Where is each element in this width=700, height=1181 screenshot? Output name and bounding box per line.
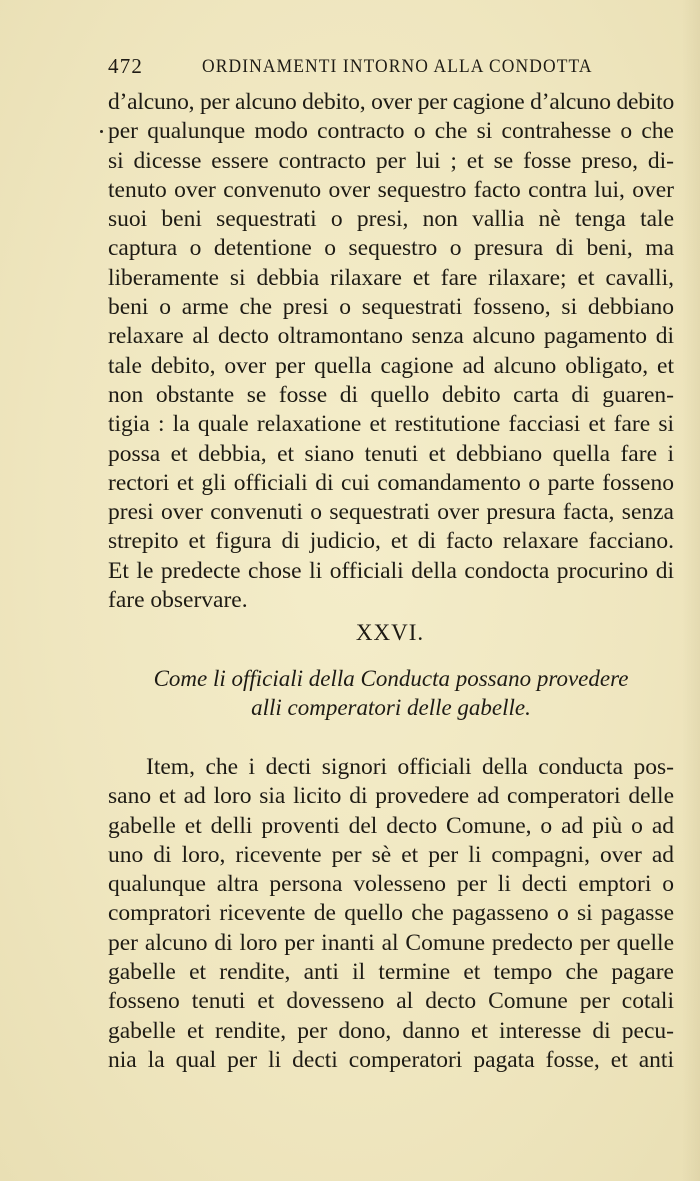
text-line: fare observare. (108, 587, 248, 614)
page-number: 472 (108, 54, 144, 78)
text-line: tale debito, over per quella cagione ad alcuno obligato, et (108, 352, 674, 379)
text-line: qualunque altra persona volesseno per li decti emptori o (108, 871, 674, 898)
text-line: captura o detentione o sequestro o presura di beni, ma (108, 235, 674, 262)
section-heading-line: Come li officiali della Conducta possano provedere (153, 666, 629, 691)
text-line: Et le predecte chose li officiali della condocta procurino di (108, 557, 674, 584)
text-line: gabelle et rendite, per dono, danno et interesse di pecu- (108, 1017, 674, 1044)
section-heading (108, 664, 674, 722)
text-line: tenuto over convenuto over sequestro facto contra lui, over (108, 176, 674, 203)
text-line: rectori et gli officiali di cui comandamento o parte fosseno (108, 469, 674, 496)
paragraph-2 (108, 753, 674, 1075)
paragraph-1 (108, 88, 674, 615)
text-line: suoi beni sequestrati o presi, non vallia nè tenga tale (108, 206, 674, 233)
text-line: per qualunque modo contracto o che si contrahesse o che (108, 118, 674, 145)
text-line: presi over convenuti o sequestrati over presura facta, senza (108, 499, 674, 526)
page-edge-shadow (682, 0, 700, 1181)
text-line: d’alcuno, per alcuno debito, over per cagione d’alcuno debito (108, 89, 674, 115)
text-line: tigia : la quale relaxatione et restitutione facciasi et fare si (108, 411, 674, 438)
text-line: liberamente si debbia rilaxare et fare rilaxare; et cavalli, (108, 264, 674, 291)
text-line: nia la qual per li decti comperatori pagata fosse, et anti (108, 1046, 674, 1073)
section-heading-line: alli comperatori delle gabelle. (251, 695, 531, 720)
running-header (108, 54, 674, 84)
text-line: strepito et figura di judicio, et di facto relaxare facciano. (108, 528, 674, 555)
text-line: per alcuno di loro per inanti al Comune predecto per quelle (108, 929, 674, 956)
margin-dot (100, 130, 103, 133)
running-title: ORDINAMENTI INTORNO ALLA CONDOTTA (202, 56, 593, 77)
text-line: compratori ricevente de quello che pagasseno o si pagasse (108, 900, 674, 927)
text-line: possa et debbia, et siano tenuti et debbiano quella fare i (108, 440, 674, 467)
text-line: sano et ad loro sia licito di provedere ad comperatori delle (108, 783, 674, 810)
text-line: beni o arme che presi o sequestrati fosseno, si debbiano (108, 294, 674, 321)
section-number: XXVI. (355, 620, 425, 645)
text-line: Item, che i decti signori officiali della conducta pos- (146, 754, 674, 780)
text-line: uno di loro, ricevente per sè et per li compagni, over ad (108, 841, 674, 868)
text-line: non obstante se fosse di quello debito carta di guaren- (108, 381, 674, 408)
text-line: gabelle et rendite, anti il termine et tempo che pagare (108, 959, 674, 986)
text-line: gabelle et delli proventi del decto Comune, o ad più o ad (108, 812, 674, 839)
text-line: fosseno tenuti et dovesseno al decto Comune per cotali (108, 988, 674, 1015)
text-line: si dicesse essere contracto per lui ; et se fosse preso, di- (108, 147, 674, 174)
text-line: relaxare al decto oltramontano senza alcuno pagamento di (108, 323, 674, 350)
